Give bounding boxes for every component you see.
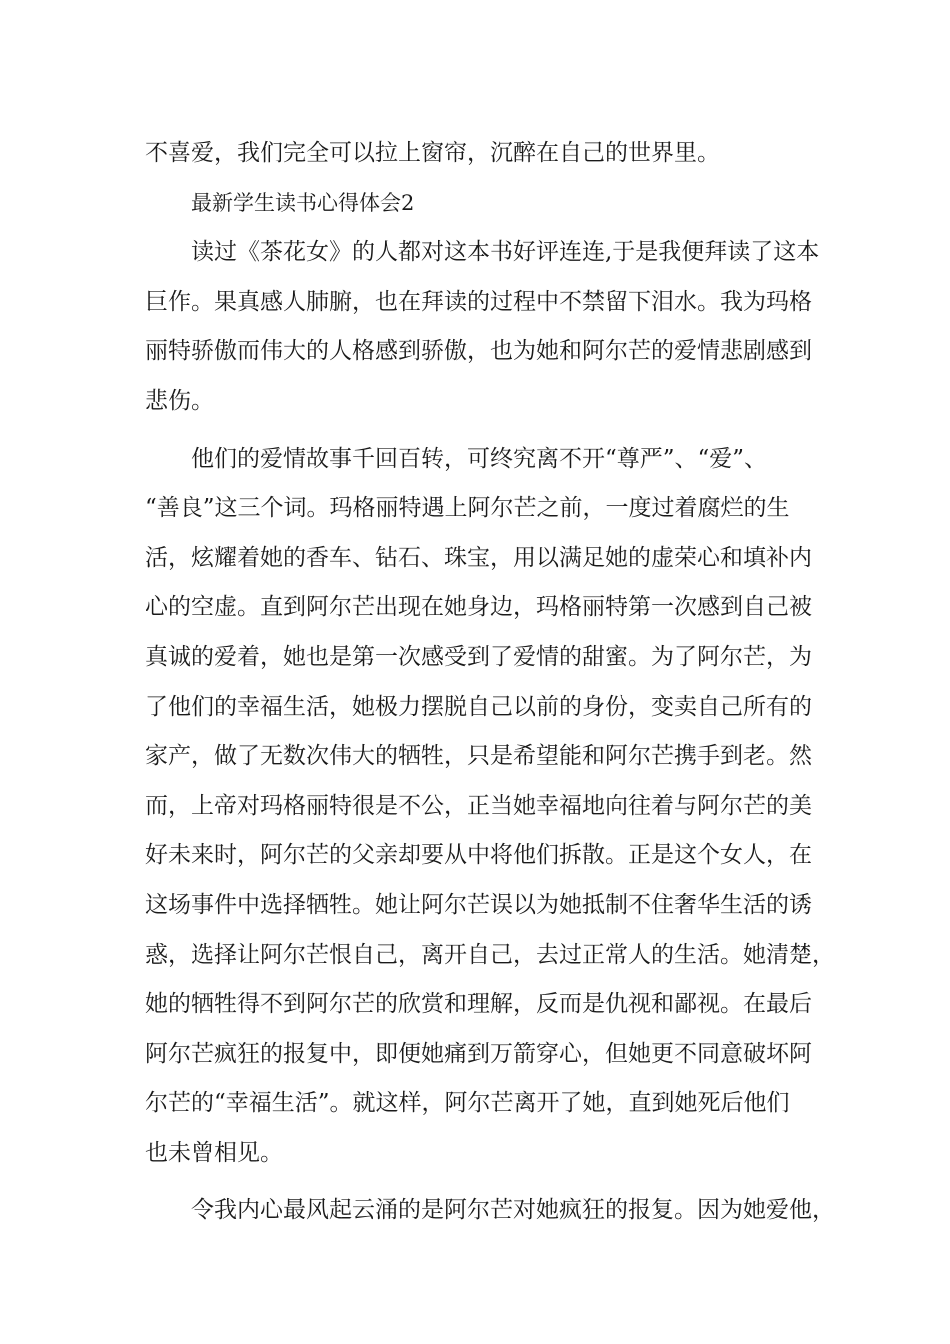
text-line: 活，炫耀着她的香车、钻石、珠宝，用以满足她的虚荣心和填补内	[145, 544, 812, 571]
text-line: 不喜爱，我们完全可以拉上窗帘，沉醉在自己的世界里。	[145, 140, 720, 166]
section-heading: 最新学生读书心得体会2	[191, 190, 415, 215]
text-line: 丽特骄傲而伟大的人格感到骄傲，也为她和阿尔芒的爱情悲剧感到	[145, 338, 812, 365]
document-body	[145, 129, 835, 1236]
text-line: 巨作。果真感人肺腑，也在拜读的过程中不禁留下泪水。我为玛格	[145, 288, 812, 315]
text-line: 悲伤。	[145, 387, 214, 414]
text-line: 阿尔芒疯狂的报复中，即便她痛到万箭穿心，但她更不同意破坏阿	[145, 1040, 812, 1067]
text-line: 也未曾相见。	[145, 1139, 283, 1166]
text-line: 家产，做了无数次伟大的牺牲，只是希望能和阿尔芒携手到老。然	[145, 743, 812, 770]
text-line: 惑，选择让阿尔芒恨自己，离开自己，去过正常人的生活。她清楚，	[145, 941, 835, 968]
text-line: 他们的爱情故事千回百转，可终究离不开“尊严”、“爱”、	[191, 445, 768, 472]
text-line: 心的空虚。直到阿尔芒出现在她身边，玛格丽特第一次感到自己被	[145, 594, 812, 621]
text-line: 这场事件中选择牺牲。她让阿尔芒误以为她抵制不住奢华生活的诱	[145, 891, 812, 918]
text-line: 而，上帝对玛格丽特很是不公，正当她幸福地向往着与阿尔芒的美	[145, 792, 812, 819]
text-line: 令我内心最风起云涌的是阿尔芒对她疯狂的报复。因为她爱他，	[191, 1197, 835, 1224]
text-line: “善良”这三个词。玛格丽特遇上阿尔芒之前，一度过着腐烂的生	[145, 495, 790, 522]
text-line: 了他们的幸福生活，她极力摆脱自己以前的身份，变卖自己所有的	[145, 693, 812, 720]
text-line: 好未来时，阿尔芒的父亲却要从中将他们拆散。正是这个女人，在	[145, 842, 812, 869]
text-line: 读过《茶花女》的人都对这本书好评连连,于是我便拜读了这本	[191, 239, 820, 266]
text-line: 尔芒的“幸福生活”。就这样，阿尔芒离开了她，直到她死后他们	[145, 1090, 790, 1117]
text-line: 她的牺牲得不到阿尔芒的欣赏和理解，反而是仇视和鄙视。在最后	[145, 991, 812, 1018]
text-line: 真诚的爱着，她也是第一次感受到了爱情的甜蜜。为了阿尔芒，为	[145, 643, 812, 670]
